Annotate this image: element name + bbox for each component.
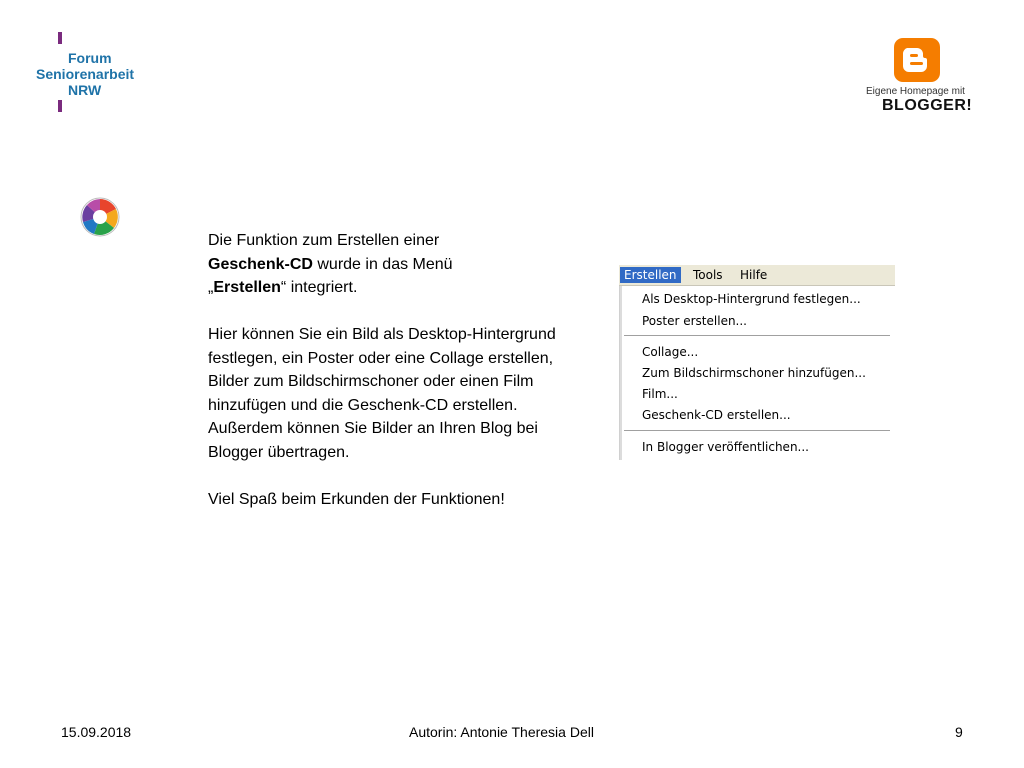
menu-erstellen[interactable]: Erstellen	[620, 267, 681, 283]
menu-item-film[interactable]: Film...	[642, 387, 678, 401]
blogger-logo	[862, 34, 982, 120]
intro-line-3-rest: “ integriert.	[280, 279, 358, 296]
picasa-icon	[80, 197, 120, 237]
footer-date: 15.09.2018	[61, 724, 132, 740]
paragraph-intro	[208, 229, 568, 300]
menu-item-collage[interactable]: Collage...	[642, 345, 699, 359]
menubar	[619, 265, 895, 286]
menu-item-desktop-background[interactable]: Als Desktop-Hintergrund festlegen...	[642, 292, 861, 306]
dropdown-menu	[619, 286, 892, 460]
forum-seniorenarbeit-logo	[34, 30, 164, 116]
blogger-wordmark: BLOGGER!	[882, 97, 973, 114]
blogger-icon	[894, 38, 940, 82]
logo-line-nrw: NRW	[68, 82, 102, 98]
intro-quote-open: „	[208, 279, 214, 296]
menu-item-blogger-publish[interactable]: In Blogger veröffentlichen...	[642, 440, 809, 454]
menu-screenshot	[619, 265, 895, 461]
footer-author: Autorin: Antonie Theresia Dell	[409, 724, 594, 740]
menu-left-strip	[620, 286, 622, 460]
logo-line-seniorenarbeit: Seniorenarbeit	[36, 66, 135, 82]
intro-line-1: Die Funktion zum Erstellen einer	[208, 232, 440, 249]
logo-line-forum: Forum	[68, 50, 112, 66]
paragraph-closing: Viel Spaß beim Erkunden der Funktionen!	[208, 490, 505, 508]
body-text	[208, 229, 568, 511]
paragraph-blogger: Außerdem können Sie Bilder an Ihren Blog bei Blogger übertragen.	[208, 420, 538, 461]
intro-line-2-rest: wurde in das Menü	[312, 255, 453, 273]
menu-tools[interactable]: Tools	[693, 268, 723, 282]
intro-bold-geschenk-cd: Geschenk-CD	[208, 255, 313, 273]
paragraph-functions: Hier können Sie ein Bild als Desktop-Hintergrund festlegen, ein Poster oder eine Collage erstellen, Bilder zum Bildschirmschoner oder einen Film hinzufügen und die Geschenk-CD erstellen.	[208, 326, 556, 414]
blogger-tagline: Eigene Homepage mit	[866, 86, 965, 97]
menu-separator	[624, 335, 890, 336]
menu-item-gift-cd[interactable]: Geschenk-CD erstellen...	[642, 408, 791, 422]
menu-hilfe[interactable]: Hilfe	[740, 268, 768, 282]
footer-page-number: 9	[955, 724, 963, 740]
intro-bold-erstellen: Erstellen	[213, 279, 281, 296]
logo-bar-bottom	[58, 100, 62, 112]
menu-item-screensaver[interactable]: Zum Bildschirmschoner hinzufügen...	[642, 366, 866, 380]
logo-bar-top	[58, 32, 62, 44]
menu-separator	[624, 430, 890, 431]
menu-item-poster[interactable]: Poster erstellen...	[642, 314, 747, 328]
